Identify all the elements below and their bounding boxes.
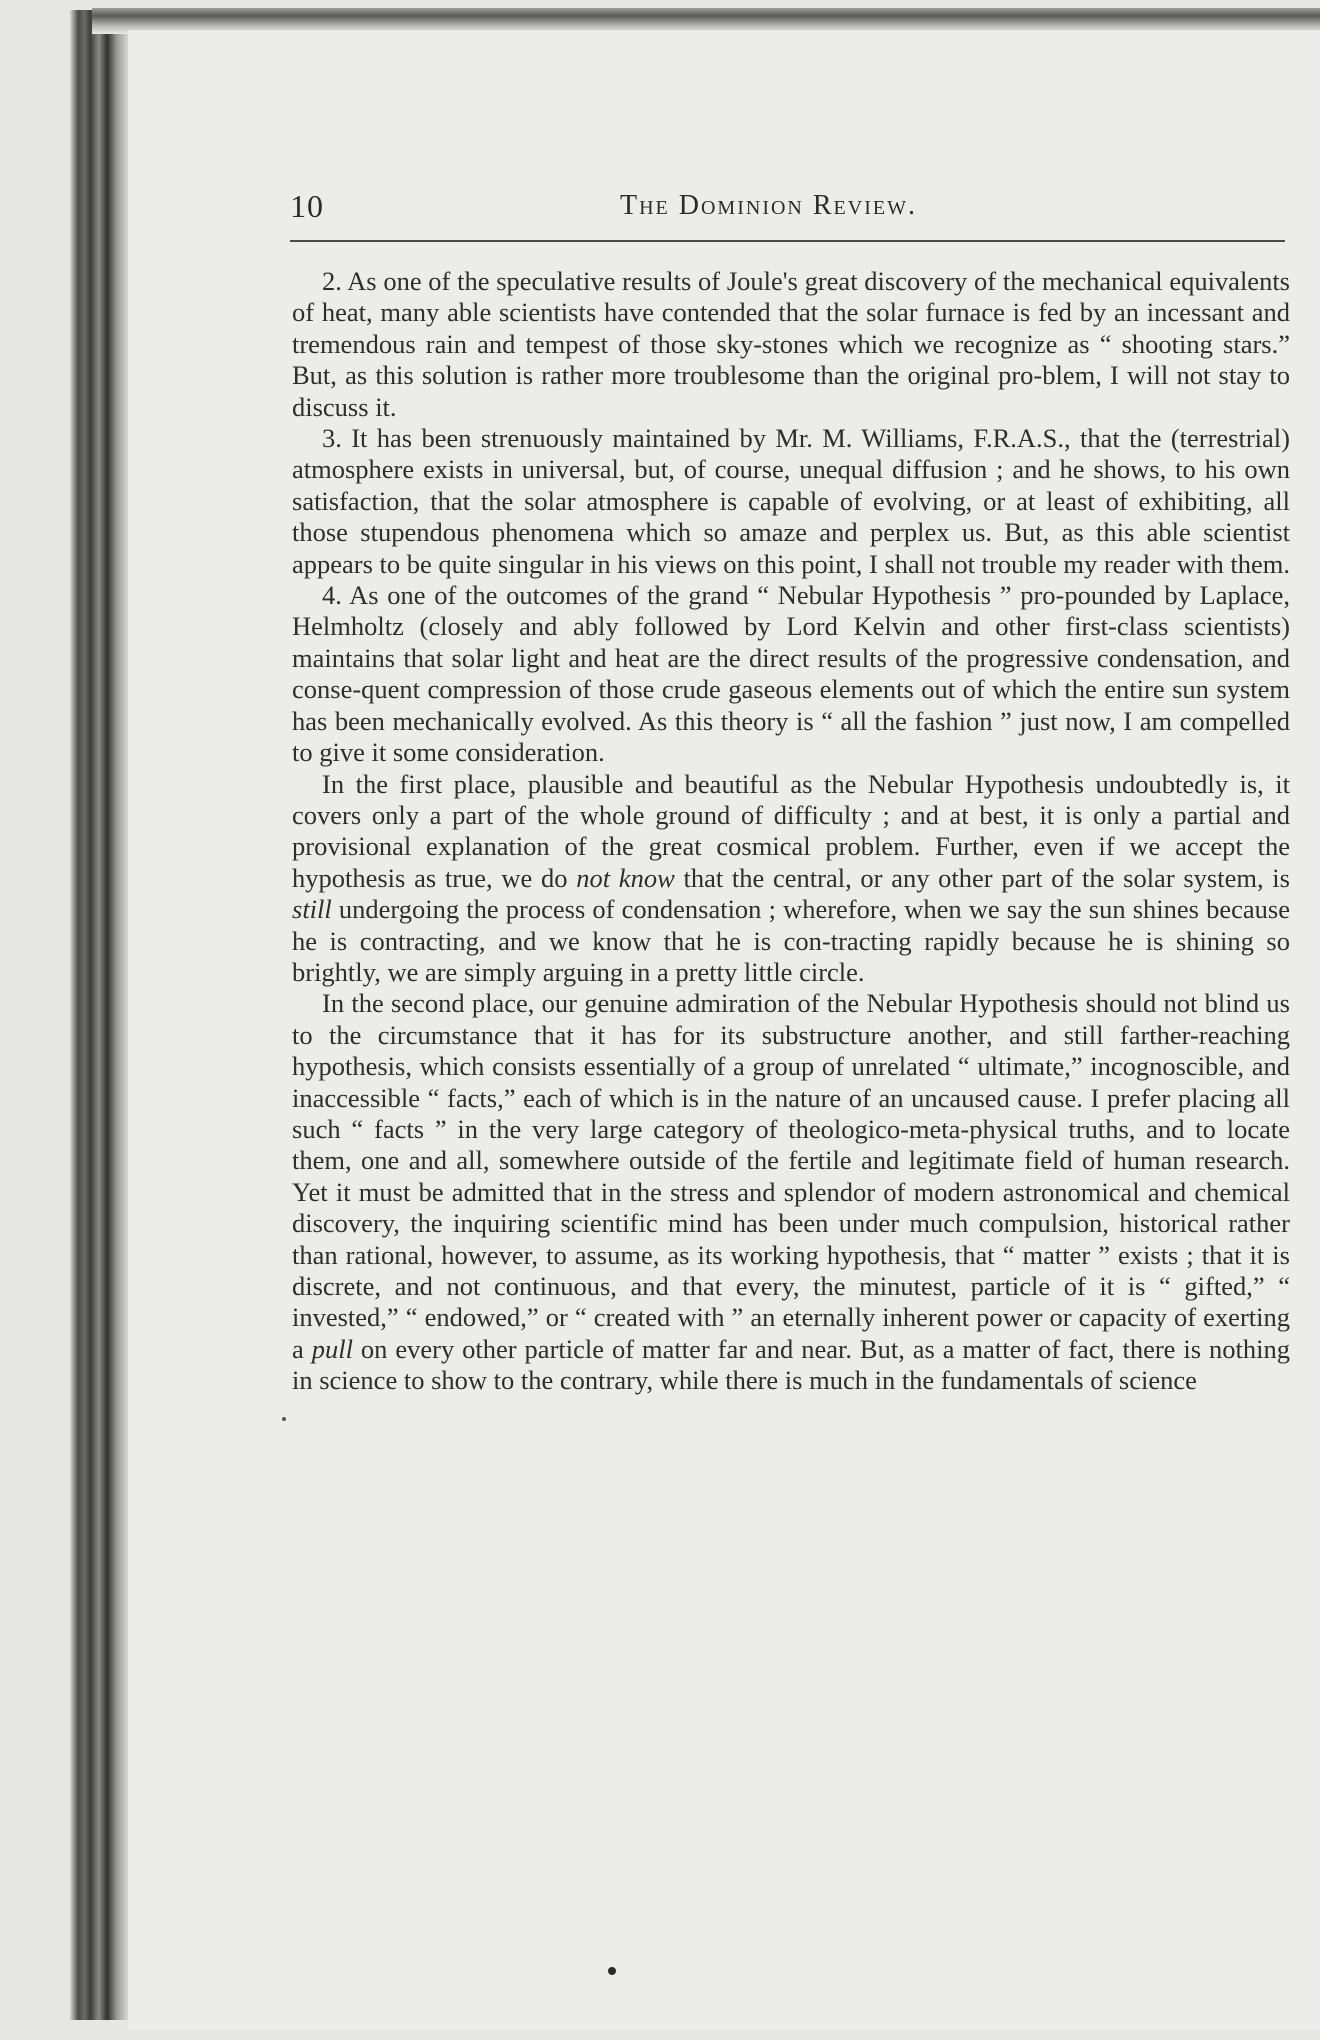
paragraph-text: undergoing the process of condensation ; wherefore, when we say the sun shines because he is contracting, and we know that he is con-tracting rapidly because he is shining so brightly, we are simply arguing in a pretty little circle. [292, 894, 1290, 987]
paragraph-p5 [292, 769, 1290, 989]
paragraph-p4 [292, 580, 1290, 768]
header-rule [290, 240, 1285, 242]
margin-speck [282, 1417, 286, 1421]
paragraph-p3 [292, 423, 1290, 580]
book-binding-edge [70, 10, 130, 2020]
paragraph-text: In the first place, plausible and beautiful as the Nebular Hypothesis undoubtedly is, it covers only a part of the whole ground of difficulty ; and at best, it is only a partial and provisional explanation of the great cosmical problem. Further, even if we accept the hypothesis as true, we do [292, 768, 1290, 893]
body-text [292, 266, 1290, 1397]
paragraph-p2 [292, 266, 1290, 423]
page-number: 10 [290, 188, 324, 224]
paragraph-p6 [292, 988, 1290, 1396]
paragraph-text: 2. As one of the speculative results of Joule's great discovery of the mechanical equivalents of heat, many able scientists have contended that the solar furnace is fed by an incessant and tremendous rain and tempest of those sky-stones which we recognize as “ shooting stars.” But, as this solution is rather more troublesome than the original pro-blem, I will not stay to discuss it. [292, 266, 1290, 422]
paragraph-text: that the central, or any other part of the solar system, is [674, 862, 1290, 893]
italic-text: still [292, 894, 332, 925]
paragraph-text: 4. As one of the outcomes of the grand “ Nebular Hypothesis ” pro-pounded by Laplace, Helmholtz (closely and ably followed by Lord Kelvin and other first-class scientists) maintains that solar light and heat are the direct results of the progressive condensation, and conse-quent compression of those crude gaseous elements out of which the entire sun system has been mechanically evolved. As this theory is “ all the fashion ” just now, I am compelled to give it some consideration. [292, 580, 1290, 768]
running-head: The Dominion Review. [620, 190, 917, 221]
paragraph-text: In the second place, our genuine admiration of the Nebular Hypothesis should not blind us to the circumstance that it has for its substructure another, and still farther-reaching hypothesis, which consists essentially of a group of unrelated “ ultimate,” incognoscible, and inaccessible “ facts,” each of which is in the nature of an uncaused cause. I prefer placing all such “ facts ” in the very large category of theologico-meta-physical truths, and to locate them, one and all, somewhere outside of the fertile and legitimate field of human research. Yet it must be admitted that in the stress and splendor of modern astronomical and chemical discovery, the inquiring scientific mind has been under much compulsion, historical rather than rational, however, to assume, as its working hypothesis, that “ matter ” exists ; that it is discrete, and not continuous, and that every, the minutest, particle of it is “ gifted,” “ invested,” “ endowed,” or “ created with ” an eternally inherent power or capacity of exerting a [292, 988, 1290, 1364]
paragraph-text: on every other particle of matter far and near. But, as a matter of fact, there is nothing in science to show to the contrary, while there is much in the fundamentals of science [292, 1333, 1290, 1396]
italic-text: pull [311, 1333, 353, 1364]
page-header [290, 188, 1285, 238]
paragraph-text: 3. It has been strenuously maintained by Mr. M. Williams, F.R.A.S., that the (terrestrial) atmosphere exists in universal, but, of course, unequal diffusion ; and he shows, to his own satisfaction, that the solar atmosphere is capable of evolving, or at least of exhibiting, all those stupendous phenomena which so amaze and perplex us. But, as this able scientist appears to be quite singular in his views on this point, I shall not trouble my reader with them. [292, 423, 1290, 579]
italic-text: not know [576, 862, 675, 893]
bottom-dot-mark [608, 1967, 616, 1975]
